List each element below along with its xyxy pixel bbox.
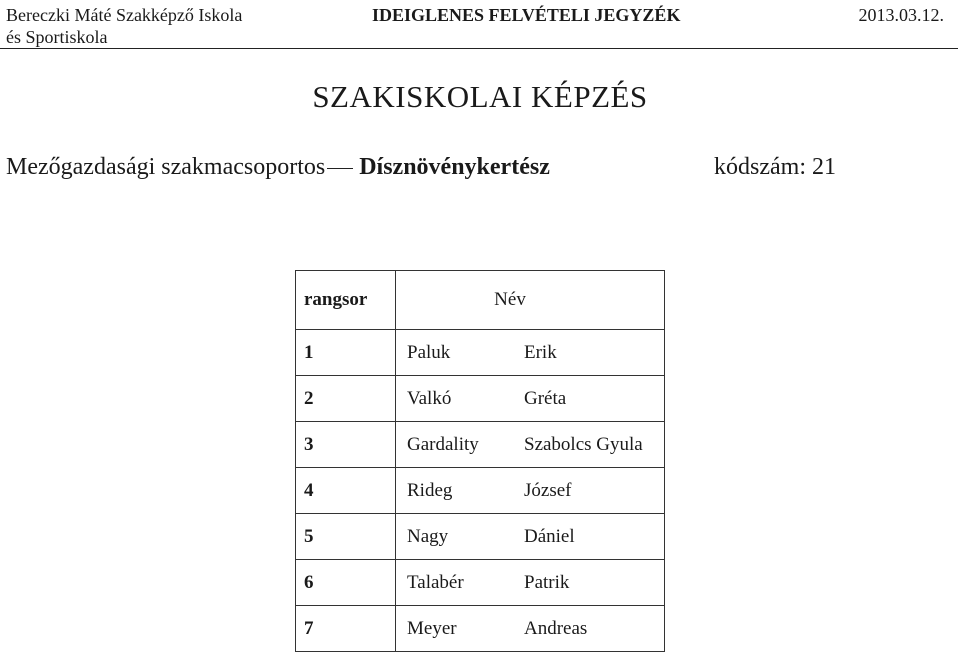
school-name-line1: Bereczki Máté Szakképző Iskola [6,5,243,25]
rank-cell: 4 [296,468,396,514]
table-header-row [296,271,665,330]
surname: Valkó [407,387,452,409]
school-name-line2: és Sportiskola [6,27,108,47]
given-name: Dániel [524,525,575,547]
given-name: Gréta [524,387,567,409]
name-cell [396,514,665,560]
surname: Rideg [407,479,453,501]
name-cell [396,330,665,376]
given-name: Szabolcs Gyula [524,433,643,455]
table-row [296,376,665,422]
table-row [296,330,665,376]
rank-cell: 5 [296,514,396,560]
given-name: Erik [524,341,557,363]
surname: Paluk [407,341,451,363]
table-row [296,560,665,606]
surname: Gardality [407,433,479,455]
rank-cell: 1 [296,330,396,376]
table-row [296,468,665,514]
school-name [6,4,306,48]
document-date: 2013.03.12. [858,5,944,25]
rank-cell: 7 [296,606,396,652]
program-line [6,152,550,182]
name-cell [396,606,665,652]
rank-cell: 2 [296,376,396,422]
given-name: Andreas [524,617,588,639]
rank-cell: 6 [296,560,396,606]
rank-cell: 3 [296,422,396,468]
program-group: Mezőgazdasági szakmacsoportos [6,154,326,180]
surname: Meyer [407,617,457,639]
given-name: Patrik [524,571,570,593]
table-row [296,422,665,468]
header-divider [0,48,958,49]
surname: Talabér [407,571,464,593]
program-code: kódszám: 21 [714,154,836,180]
name-cell [396,376,665,422]
table-row [296,514,665,560]
table-row [296,606,665,652]
name-cell [396,422,665,468]
document-title: IDEIGLENES FELVÉTELI JEGYZÉK [372,5,681,25]
program-profession: Dísznövénykertész [359,154,550,180]
surname: Nagy [407,525,449,547]
name-cell [396,560,665,606]
given-name: József [524,479,572,501]
name-cell [396,468,665,514]
program-dash [327,168,353,169]
name-column-header: Név [396,271,665,330]
admission-table [295,270,665,652]
rank-column-header: rangsor [296,271,396,330]
section-title: SZAKISKOLAI KÉPZÉS [312,79,648,114]
